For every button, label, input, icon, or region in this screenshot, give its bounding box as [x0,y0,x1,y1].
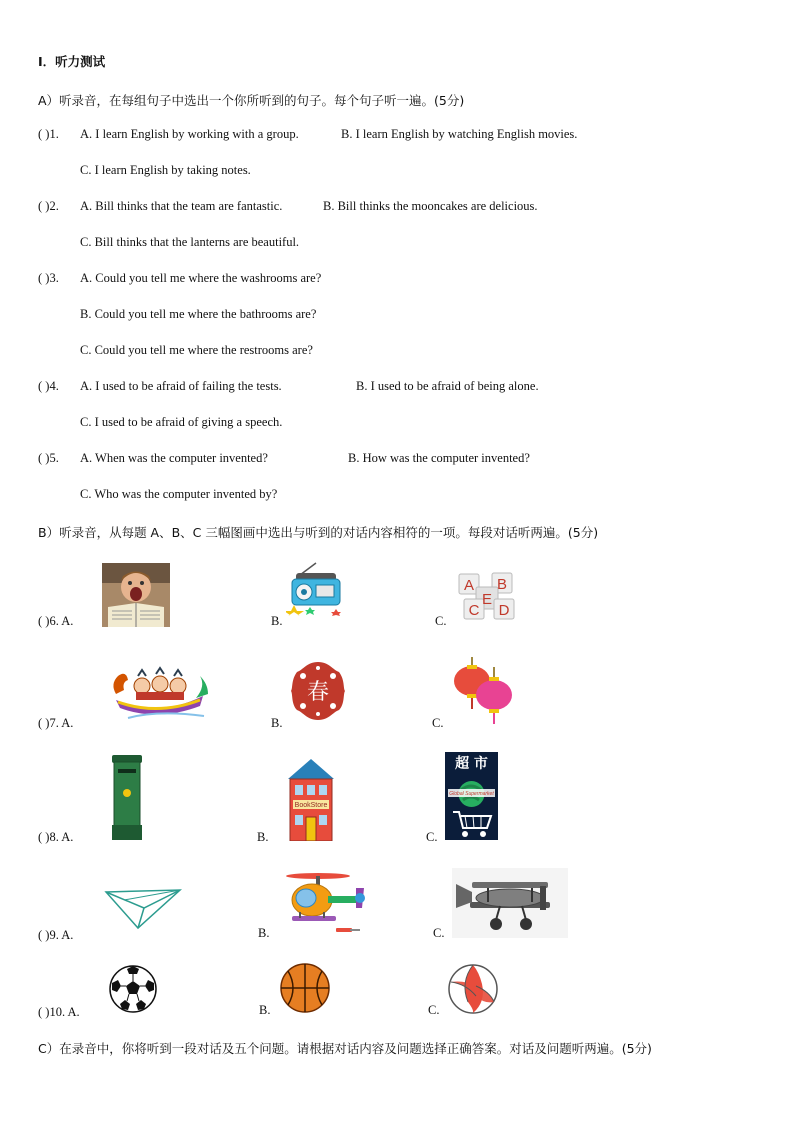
puzzle-letter-b: B [496,576,508,593]
question-10-label-c: C. [428,1003,440,1017]
question-1-option-c: C. I learn English by taking notes. [80,163,251,177]
question-5-number: ( )5. [38,451,59,465]
question-1-option-b: B. I learn English by watching English movies. [341,127,578,141]
question-9-number: ( )9. A. [38,928,74,942]
question-4-option-b: B. I used to be afraid of being alone. [356,379,539,393]
question-1-number: ( )1. [38,127,59,141]
question-4-option-c: C. I used to be afraid of giving a speech. [80,415,283,429]
question-8-number: ( )8. A. [38,830,74,844]
puzzle-letter-e: E [481,591,493,608]
question-3-option-b: B. Could you tell me where the bathrooms are? [80,307,317,321]
part-b-instruction: B）听录音，从每题 A、B、C 三幅图画中选出与听到的对话内容相符的一项。每段对话听两遍。(5分) [38,525,599,540]
question-3-option-a: A. Could you tell me where the washrooms are? [80,271,322,285]
question-9-label-b: B. [258,926,270,940]
part-a-instruction: A）听录音，在每组句子中选出一个你所听到的句子。每个句子听一遍。(5分) [38,93,465,108]
question-3-option-c: C. Could you tell me where the restrooms are? [80,343,313,357]
puzzle-letter-c: C [468,602,480,619]
question-3-number: ( )3. [38,271,59,285]
question-2-option-c: C. Bill thinks that the lanterns are beautiful. [80,235,300,249]
question-5-option-b: B. How was the computer invented? [348,451,530,465]
bookstore-picture [284,757,338,841]
model-biplane-picture [452,868,568,938]
question-7-number: ( )7. A. [38,716,74,730]
question-8-label-c: C. [426,830,438,844]
toy-helicopter-picture [282,868,368,940]
alphabet-puzzle-picture [456,571,518,621]
question-10-label-b: B. [259,1003,271,1017]
post-box-picture [108,755,146,840]
question-9-label-c: C. [433,926,445,940]
question-5-option-a: A. When was the computer invented? [80,451,268,465]
section-title: I．听力测试 [38,54,106,69]
question-2-option-a: A. Bill thinks that the team are fantastic. [80,199,283,213]
question-7-label-c: C. [432,716,444,730]
supermarket-sign-text: 超 市 [455,756,488,772]
question-7-label-b: B. [271,716,283,730]
question-10-number: ( )10. A. [38,1005,80,1019]
supermarket-logo-text: Global Supermarket [449,791,494,797]
paper-plane-picture [104,888,182,930]
boy-reading-book-picture [102,563,170,627]
dragon-boat-picture [108,656,211,722]
question-4-option-a: A. I used to be afraid of failing the tests. [80,379,282,393]
question-6-label-c: C. [435,614,447,628]
question-8-label-b: B. [257,830,269,844]
soccer-ball-picture [108,963,158,1015]
basketball-picture [278,962,332,1014]
puzzle-letter-d: D [498,602,510,619]
question-5-option-c: C. Who was the computer invented by? [80,487,278,501]
supermarket-picture [445,752,498,840]
question-6-label-b: B. [271,614,283,628]
red-lanterns-picture [450,657,518,725]
question-1-option-a: A. I learn English by working with a group. [80,127,299,141]
bookstore-sign-text: BookStore [294,802,328,809]
part-c-instruction: C）在录音中，你将听到一段对话及五个问题。请根据对话内容及问题选择正确答案。对话及问题听两遍。(5分) [38,1041,652,1056]
question-2-option-b: B. Bill thinks the mooncakes are delicious. [323,199,538,213]
paper-cut-character: 春 [306,680,330,705]
question-2-number: ( )2. [38,199,59,213]
question-6-number: ( )6. A. [38,614,74,628]
volleyball-picture [446,962,500,1016]
question-4-number: ( )4. [38,379,59,393]
paper-cut-chun-picture [289,660,347,722]
puzzle-letter-a: A [463,577,475,594]
radio-cassette-picture [286,561,344,616]
